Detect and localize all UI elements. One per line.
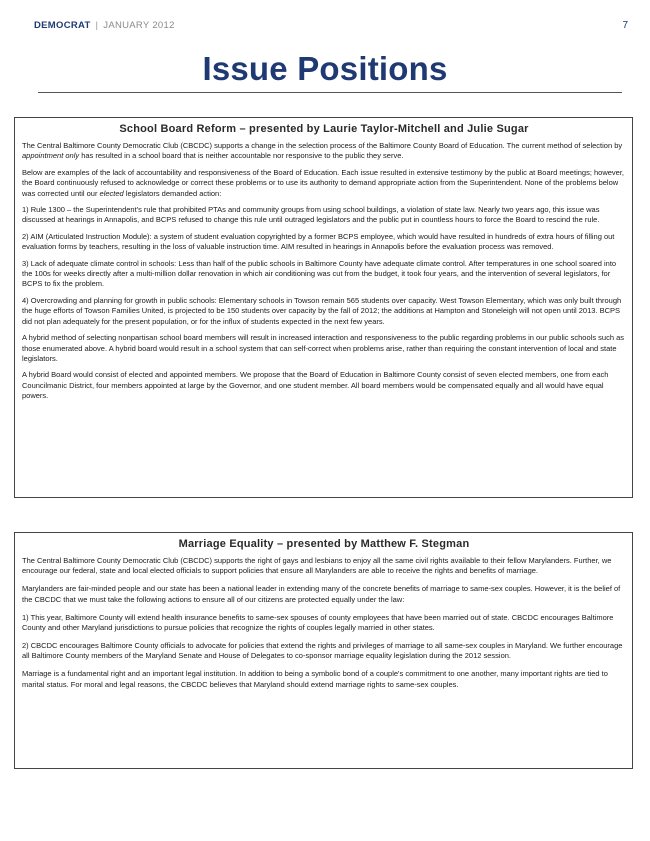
- school-board-paragraph: Below are examples of the lack of accountability and responsiveness of the Board of Education. Each issue resulted in extensive testimony by the public at Board meetings; however, the Board continuously refused to acknowledge or correct these problems or to use its authority to demand appropriate action from the Superintendent. None of the problems below was corrected until our elected legislators demanded action:: [22, 167, 625, 198]
- school-board-paragraph: 3) Lack of adequate climate control in schools: Less than half of the public schools in Baltimore County have adequate climate control. After temperatures in one school soared into the 100s for weeks directly after a multi-million dollar renovation in which air conditioning was cut from the budget, it took four years, and the intervention of several legislators, for BCPS to fix the problem.: [22, 258, 617, 289]
- school-board-paragraph: 2) AIM (Articulated Instruction Module): a system of student evaluation copyrighted by a former BCPS employee, which would have resulted in hundreds of extra hours of filling out evaluation forms by teachers, resulting in the loss of valuable instruction time. AIM resulted in hearings in Annapolis before the evaluation process was removed.: [22, 231, 615, 252]
- page-title: Issue Positions: [202, 50, 448, 87]
- marriage-equality-paragraph: Marriage is a fundamental right and an important legal institution. In addition to being a symbolic bond of a couple's commitment to one another, many important rights are tied to marital status. For moral and legal reasons, the CBCDC believes that Maryland should extend marriage rights to same-sex couples.: [22, 669, 608, 689]
- school-board-heading: School Board Reform – presented by Laurie Taylor-Mitchell and Julie Sugar: [119, 123, 529, 135]
- marriage-equality-section: [14, 532, 633, 769]
- page-number: 7: [622, 20, 628, 31]
- school-board-section: [14, 117, 633, 498]
- school-board-paragraph: The Central Baltimore County Democratic Club (CBCDC) supports a change in the selection process of the Baltimore County Board of Education. The current method of selection by appointment only has resulted in a school board that is neither accountable nor responsive to the public they serve.: [22, 141, 623, 161]
- marriage-equality-paragraph: The Central Baltimore County Democratic Club (CBCDC) supports the right of gays and lesbians to enjoy all the same civil rights available to their fellow Marylanders. Further, we encourage our federal, state and local elected officials to support policies that ensure all Marylanders are able to receive the rights and benefits of marriage.: [22, 556, 612, 576]
- publication-name: DEMOCRAT: [34, 20, 91, 31]
- running-header: [34, 20, 175, 31]
- title-divider: [38, 92, 622, 93]
- marriage-equality-paragraph: 2) CBCDC encourages Baltimore County officials to advocate for policies that extend the rights and privileges of marriage to all same-sex couples in Maryland. We further encourage all Baltimore County members of the Maryland Senate and House of Delegates to co-sponsor marriage equality legislation during the 2012 session.: [22, 640, 623, 661]
- marriage-equality-paragraph: Marylanders are fair-minded people and our state has been a national leader in extending many of the concrete benefits of marriage to same-sex couples. However, it is the belief of the CBCDC that we must take the following actions to ensure all of our citizens are protected equally under the law:: [22, 584, 621, 604]
- marriage-equality-heading: Marriage Equality – presented by Matthew F. Stegman: [178, 538, 470, 550]
- school-board-paragraph: A hybrid method of selecting nonpartisan school board members will result in increased interaction and responsiveness to the public regarding problems in our public schools such as those enumerated above. A hybrid board would result in a school system that can self-correct when problems arise, rather than requiring the constant intervention of local and state legislators.: [22, 333, 624, 363]
- issue-date: JANUARY 2012: [103, 20, 175, 31]
- school-board-paragraph: 4) Overcrowding and planning for growth in public schools: Elementary schools in Towson remain 565 students over capacity. West Towson Elementary, which was only built through the huge efforts of Towson Families United, is projected to be 150 students over capacity by the fall of 2012; the additions at Hampton and Stoneleigh will not open until 2013. BCPS did not plan adequately for the present population, or for the influx of students expected in the next few years.: [22, 295, 622, 326]
- school-board-paragraph: 1) Rule 1300 – the Superintendent's rule that prohibited PTAs and community groups from using school buildings, a violation of state law. Nearly two years ago, this issue was discussed at hearings in Annapolis, and BCPS refused to change this rule until outraged legislators and the public put in countless hours to force the Board to rescind the rule.: [22, 205, 600, 225]
- marriage-equality-paragraph: 1) This year, Baltimore County will extend health insurance benefits to same-sex spouses of county employees that have been married out of state. CBCDC encourages Baltimore County and other Maryland jurisdictions to pursue policies that recognize the rights of couples legally married in other states.: [22, 612, 614, 633]
- header-separator: |: [95, 20, 99, 31]
- school-board-paragraph: A hybrid Board would consist of elected and appointed members. We propose that the Board of Education in Baltimore County consist of seven elected members, one from each Councilmanic District, four members appointed at large by the Governor, and one student member. All board members would be compensated equally and all would have equal powers.: [22, 370, 609, 401]
